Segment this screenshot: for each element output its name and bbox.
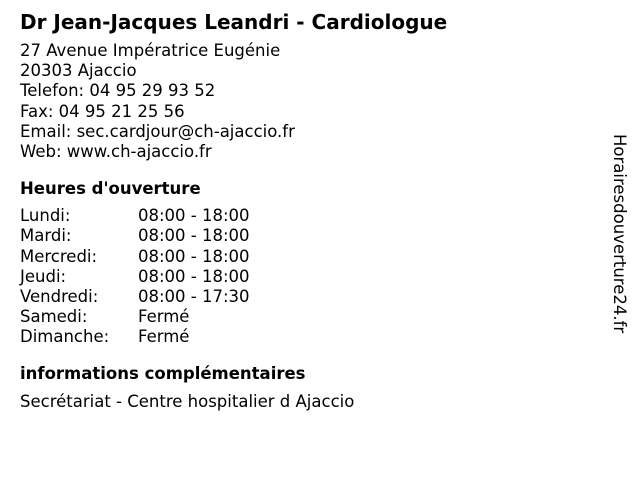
hours-row-friday: [20, 287, 600, 307]
hours-row-monday: [20, 206, 600, 226]
info-heading: informations complémentaires: [20, 363, 306, 383]
address-city: 20303 Ajaccio: [20, 61, 137, 81]
phone-text: Telefon: 04 95 29 93 52: [20, 81, 216, 101]
hours-heading: Heures d'ouverture: [20, 179, 201, 199]
day-label: Vendredi:: [20, 287, 99, 307]
info-text: Secrétariat - Centre hospitalier d Ajaccio: [20, 391, 355, 411]
day-label: Lundi:: [20, 206, 71, 226]
hours-table: [20, 206, 600, 347]
hours-row-sunday: [20, 327, 600, 347]
side-watermark: Horairesdouverture24.fr: [610, 134, 629, 334]
time-value: 08:00 - 18:00: [138, 266, 250, 286]
hours-row-tuesday: [20, 226, 600, 246]
email-text: Email: sec.cardjour@ch-ajaccio.fr: [20, 121, 295, 141]
address-street: 27 Avenue Impératrice Eugénie: [20, 41, 281, 60]
time-value: 08:00 - 18:00: [138, 226, 250, 246]
time-value: Fermé: [138, 327, 190, 347]
day-label: Jeudi:: [20, 266, 67, 286]
hours-row-thursday: [20, 267, 600, 287]
contact-block: [20, 41, 600, 162]
fax-text: Fax: 04 95 21 25 56: [20, 101, 185, 121]
hours-row-saturday: [20, 307, 600, 327]
hours-row-wednesday: [20, 247, 600, 267]
time-value: 08:00 - 18:00: [138, 246, 250, 266]
doctor-card: [20, 9, 600, 412]
time-value: 08:00 - 18:00: [138, 206, 250, 226]
time-value: 08:00 - 17:30: [138, 287, 250, 307]
day-label: Dimanche:: [20, 327, 110, 347]
day-label: Mardi:: [20, 226, 72, 246]
day-label: Mercredi:: [20, 246, 98, 266]
day-label: Samedi:: [20, 307, 88, 327]
time-value: Fermé: [138, 307, 190, 327]
web-text: Web: www.ch-ajaccio.fr: [20, 142, 212, 162]
page-title: Dr Jean-Jacques Leandri - Cardiologue: [20, 10, 448, 34]
